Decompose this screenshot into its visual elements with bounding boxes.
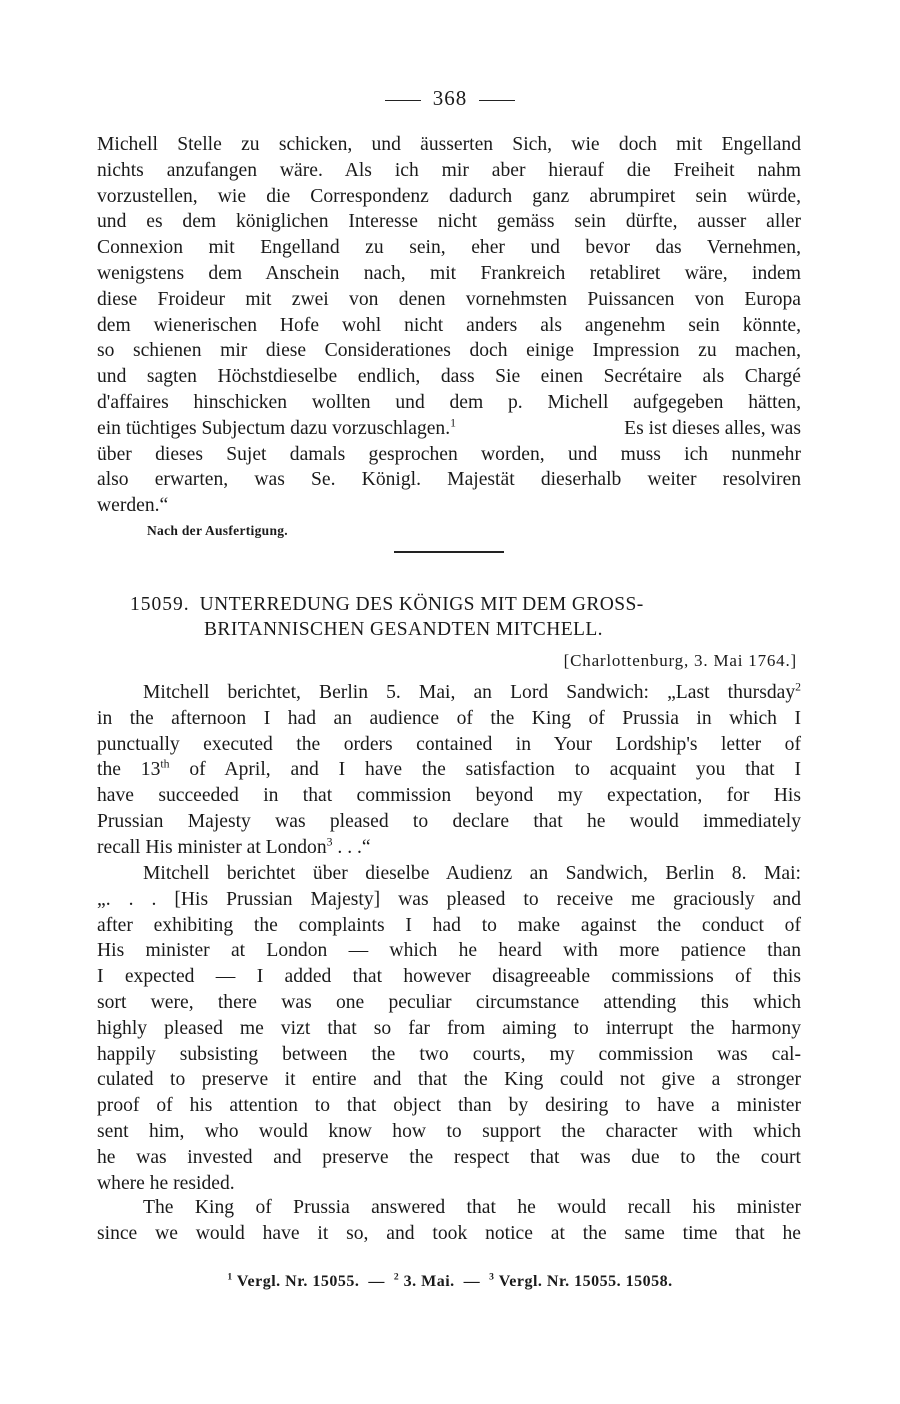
text-line: sent him, who would know how to support the character with which xyxy=(97,1120,801,1142)
footnote-mark-2: 2 xyxy=(393,1271,400,1283)
text-line: diese Froideur mit zwei von denen vornehmsten Puissancen von Europa xyxy=(97,288,801,310)
text-line: His minister at London — which he heard with more patience than xyxy=(97,940,801,962)
page-number-dash-left xyxy=(385,100,421,101)
report-paragraph-1 xyxy=(97,680,801,861)
text-line: culated to preserve it entire and that the King could not give a stronger xyxy=(97,1069,801,1091)
document-number: 15059. xyxy=(130,594,190,615)
text-line: Connexion mit Engelland zu sein, eher und bevor das Vernehmen, xyxy=(97,237,801,259)
footnote-mark-3: 3 xyxy=(489,1271,495,1283)
page-number-dash-right xyxy=(479,100,515,101)
text-line: wenigstens dem Anschein nach, mit Frankreich retabliret wäre, indem xyxy=(97,262,801,284)
text-line: sort were, there was one peculiar circumstance attending this which xyxy=(97,991,801,1013)
text-line: vorzustellen, wie die Correspondenz dadurch ganz abrumpiret sein würde, xyxy=(97,185,801,207)
text-line: since we would have it so, and took notice at the same time that he xyxy=(97,1222,801,1244)
text-line: über dieses Sujet damals gesprochen worden, und muss ich nunmehr xyxy=(97,443,801,465)
text-segment: of April, and I have the satisfaction to acquaint you that I xyxy=(169,759,801,781)
report-paragraph-2 xyxy=(97,861,801,1196)
text-line: Mitchell berichtet über dieselbe Audienz an Sandwich, Berlin 8. Mai: xyxy=(143,863,801,884)
heading-line-2: BRITANNISCHEN GESANDTEN MITCHELL. xyxy=(204,619,603,640)
text-line: proof of his attention to that object than by desiring to have a minister xyxy=(97,1095,801,1117)
text-line: d'affaires hinschicken wollten und dem p. Michell aufgegeben hätten, xyxy=(97,391,801,413)
text-line: happily subsisting between the two courts, my commission was cal- xyxy=(97,1043,801,1065)
text-line: I expected — I added that however disagreeable commissions of this xyxy=(97,966,801,988)
dateline: [Charlottenburg, 3. Mai 1764.] xyxy=(563,651,797,670)
continued-letter-text xyxy=(97,132,801,519)
text-line xyxy=(97,757,801,783)
text-line: dem wienerischen Hofe wohl nicht anders als angenehm sein könnte, xyxy=(97,314,801,336)
text-line: he was invested and preserve the respect that was due to the court xyxy=(97,1146,801,1168)
text-line: The King of Prussia answered that he would recall his minister xyxy=(143,1197,801,1218)
text-segment: Es ist dieses alles, was xyxy=(624,417,801,439)
text-line: in the afternoon I had an audience of the King of Prussia in which I xyxy=(97,707,801,729)
footnote-3: Vergl. Nr. 15055. 15058. xyxy=(498,1273,673,1290)
text-line: also erwarten, was Se. Königl. Majestät dieserhalb weiter resolviren xyxy=(97,469,801,491)
heading-line-1: UNTERREDUNG DES KÖNIGS MIT DEM GROSS- xyxy=(199,594,644,615)
text-segment: recall His minister at London xyxy=(97,836,327,858)
text-line: Michell Stelle zu schicken, und äusserten Sich, wie doch mit Engelland xyxy=(97,134,801,155)
footnote-1: Vergl. Nr. 15055. xyxy=(236,1273,360,1290)
text-line: highly pleased me vizt that so far from aiming to interrupt the harmony xyxy=(97,1017,801,1039)
footnotes xyxy=(0,1273,900,1291)
footnote-2: 3. Mai. xyxy=(403,1273,455,1290)
text-line: have succeeded in that commission beyond my expectation, for His xyxy=(97,785,801,807)
superscript-th: th xyxy=(160,757,170,771)
text-line xyxy=(97,680,801,706)
section-heading xyxy=(130,592,810,642)
text-line: „. . . [His Prussian Majesty] was pleased to receive me graciously and xyxy=(97,888,801,910)
text-segment: ein tüchtiges Subjectum dazu vorzuschlagen. xyxy=(97,417,451,439)
footnote-ref-3: 3 xyxy=(326,835,333,849)
text-line xyxy=(97,416,801,442)
footnote-ref-2: 2 xyxy=(795,680,801,694)
text-line: werden.“ xyxy=(97,495,169,517)
text-line: punctually executed the orders contained in Your Lordship's letter of xyxy=(97,733,801,755)
footnote-mark-1: 1 xyxy=(227,1271,233,1283)
footnote-ref-1: 1 xyxy=(450,416,457,430)
text-segment: Mitchell berichtet, Berlin 5. Mai, an Lord Sandwich: „Last thursday xyxy=(143,682,796,703)
section-separator xyxy=(394,551,504,553)
source-note: Nach der Ausfertigung. xyxy=(147,523,288,538)
text-line: und sagten Höchstdieselbe endlich, dass Sie einen Secrétaire als Chargé xyxy=(97,366,801,388)
text-line xyxy=(97,835,801,861)
footnote-separator: — xyxy=(368,1273,385,1290)
page-number-line xyxy=(0,86,900,111)
footnote-separator: — xyxy=(463,1273,481,1290)
text-line: after exhibiting the complaints I had to make against the conduct of xyxy=(97,914,801,936)
page-number: 368 xyxy=(432,86,468,110)
text-line: so schienen mir diese Considerationes doch einige Impression zu machen, xyxy=(97,340,801,362)
text-line: where he resided. xyxy=(97,1172,235,1194)
text-line: Prussian Majesty was pleased to declare that he would immediately xyxy=(97,810,801,832)
report-paragraph-3 xyxy=(97,1195,801,1247)
text-segment: . . .“ xyxy=(332,836,371,858)
text-line: nichts anzufangen wäre. Als ich mir aber hierauf die Freiheit nahm xyxy=(97,159,801,181)
text-line: und es dem königlichen Interesse nicht gemäss sein dürfte, ausser aller xyxy=(97,211,801,233)
text-segment: the 13 xyxy=(97,759,161,781)
